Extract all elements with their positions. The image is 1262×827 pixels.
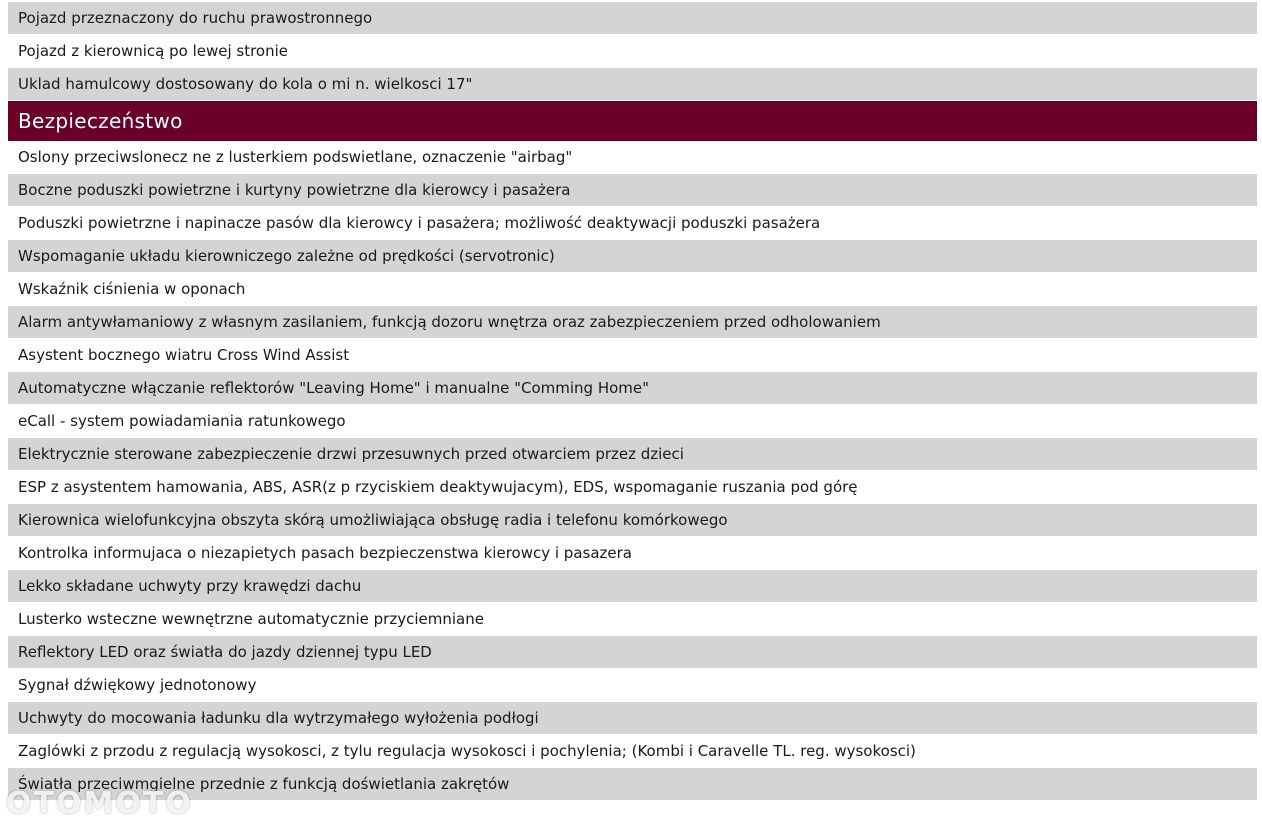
feature-text: Automatyczne włączanie reflektorów "Leaving Home" i manualne "Comming Home": [18, 379, 650, 397]
feature-text: ESP z asystentem hamowania, ABS, ASR(z p rzyciskiem deaktywujacym), EDS, wspomaganie ruszania pod górę: [18, 478, 858, 496]
feature-row: [8, 537, 1257, 570]
feature-text: Pojazd przeznaczony do ruchu prawostronnego: [18, 9, 373, 27]
safety-rows-group: [8, 141, 1257, 801]
otomoto-watermark-logo: OTOMOTO: [6, 786, 193, 821]
feature-text: Sygnał dźwiękowy jednotonowy: [18, 676, 257, 694]
feature-text: eCall - system powiadamiania ratunkowego: [18, 412, 346, 430]
feature-text: Kierownica wielofunkcyjna obszyta skórą umożliwiająca obsługę radia i telefonu komórkowego: [18, 511, 728, 529]
equipment-list: [8, 2, 1257, 801]
feature-row: [8, 702, 1257, 735]
feature-text: Uklad hamulcowy dostosowany do kola o mi n. wielkosci 17": [18, 75, 473, 93]
feature-row: [8, 471, 1257, 504]
feature-row: [8, 2, 1257, 35]
feature-row: [8, 207, 1257, 240]
feature-row: [8, 306, 1257, 339]
feature-text: Wspomaganie układu kierowniczego zależne od prędkości (servotronic): [18, 247, 555, 265]
feature-row: [8, 768, 1257, 801]
feature-row: [8, 339, 1257, 372]
feature-row: [8, 273, 1257, 306]
section-header-safety: [8, 101, 1257, 141]
feature-row: [8, 669, 1257, 702]
feature-text: Oslony przeciwslonecz ne z lusterkiem podswietlane, oznaczenie "airbag": [18, 148, 573, 166]
feature-text: Światła przeciwmgielne przednie z funkcją doświetlania zakrętów: [18, 775, 510, 793]
feature-row: [8, 240, 1257, 273]
feature-row: [8, 438, 1257, 471]
feature-row: [8, 141, 1257, 174]
feature-text: Uchwyty do mocowania ładunku dla wytrzymałego wyłożenia podłogi: [18, 709, 539, 727]
top-rows-group: [8, 2, 1257, 101]
feature-row: [8, 570, 1257, 603]
feature-text: Poduszki powietrzne i napinacze pasów dla kierowcy i pasażera; możliwość deaktywacji poduszki pasażera: [18, 214, 821, 232]
feature-row: [8, 735, 1257, 768]
feature-row: [8, 372, 1257, 405]
feature-text: Asystent bocznego wiatru Cross Wind Assist: [18, 346, 350, 364]
feature-text: Zaglówki z przodu z regulacją wysokosci, z tylu regulacja wysokosci i pochylenia; (Kombi i Caravelle TL. reg. wysokosci): [18, 742, 916, 760]
feature-text: Alarm antywłamaniowy z własnym zasilaniem, funkcją dozoru wnętrza oraz zabezpieczeniem przed odholowaniem: [18, 313, 881, 331]
feature-row: [8, 68, 1257, 101]
feature-text: Reflektory LED oraz światła do jazdy dziennej typu LED: [18, 643, 432, 661]
feature-text: Wskaźnik ciśnienia w oponach: [18, 280, 246, 298]
feature-text: Pojazd z kierownicą po lewej stronie: [18, 42, 289, 60]
section-title: Bezpieczeństwo: [18, 109, 183, 133]
feature-row: [8, 405, 1257, 438]
feature-row: [8, 504, 1257, 537]
feature-text: Kontrolka informujaca o niezapietych pasach bezpieczenstwa kierowcy i pasazera: [18, 544, 632, 562]
feature-row: [8, 636, 1257, 669]
feature-text: Lusterko wsteczne wewnętrzne automatycznie przyciemniane: [18, 610, 484, 628]
feature-text: Lekko składane uchwyty przy krawędzi dachu: [18, 577, 362, 595]
feature-text: Boczne poduszki powietrzne i kurtyny powietrzne dla kierowcy i pasażera: [18, 181, 571, 199]
feature-row: [8, 35, 1257, 68]
feature-row: [8, 174, 1257, 207]
feature-row: [8, 603, 1257, 636]
feature-text: Elektrycznie sterowane zabezpieczenie drzwi przesuwnych przed otwarciem przez dzieci: [18, 445, 684, 463]
